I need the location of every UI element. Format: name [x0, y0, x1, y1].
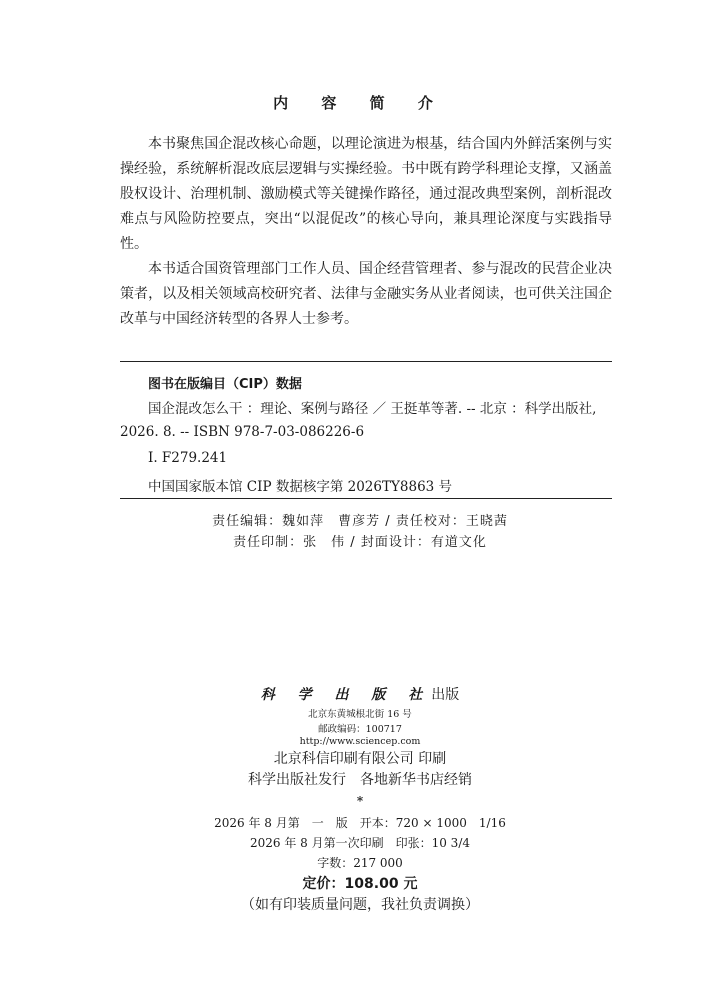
intro-paragraph-1: 本书聚焦国企混改核心命题，以理论演进为根基，结合国内外鲜活案例与实操经验，系统解析混改底层逻辑与实操经验。书中既有跨学科理论支撑，又涵盖股权设计、治理机制、激励模式等关键操作路径，通过混改典型案例，剖析混改难点与风险防控要点，突出“以混促改”的核心导向，兼具理论深度与实践指导性。 — [120, 136, 612, 252]
intro-paragraph-2: 本书适合国资管理部门工作人员、国企经营管理者、参与混改的民营企业决策者，以及相关领域高校研究者、法律与金融实务从业者阅读，也可供关注国企改革与中国经济转型的各界人士参考。 — [120, 261, 612, 327]
distribution-line: 科学出版社发行 各地新华书店经销 — [248, 772, 472, 788]
cip-classification: Ⅰ. F279.241 — [148, 450, 228, 466]
intro-body — [120, 132, 612, 332]
printer-line: 北京科信印刷有限公司 印刷 — [273, 751, 447, 767]
separator-star: * — [356, 794, 364, 808]
cip-bottom-divider — [120, 498, 612, 499]
price: 定价：108.00 元 — [302, 876, 418, 892]
cip-top-divider — [120, 361, 612, 362]
publisher-address: 北京东黄城根北街 16 号 — [308, 709, 412, 720]
publisher-postal-code: 邮政编码：100717 — [318, 724, 402, 735]
publisher-name: 科 学 出 版 社 — [260, 687, 432, 703]
cip-heading: 图书在版编目（CIP）数据 — [148, 377, 302, 392]
word-count: 字数：217 000 — [317, 856, 403, 870]
publisher-line — [0, 684, 720, 704]
publisher-website: http://www.sciencep.com — [299, 736, 421, 747]
printing-line: 2026 年 8 月第一次印刷 印张：10 3/4 — [249, 836, 470, 850]
cip-verification: 中国国家版本馆 CIP 数据核字第 2026TY8863 号 — [148, 479, 453, 495]
cip-record: 国企混改怎么干 ：理论、案例与路径 ／ 王挺革等著. -- 北京 ：科学出版社, 2026. 8. -- ISBN 978-7-03-086226-6 — [120, 401, 597, 440]
publisher-suffix: 出版 — [431, 687, 460, 703]
edition-line: 2026 年 8 月第 一 版 开本：720 × 1000 1/16 — [214, 816, 506, 830]
quality-note: （如有印装质量问题，我社负责调换） — [241, 897, 479, 913]
intro-title: 内 容 简 介 — [273, 94, 447, 112]
editor-credits: 责任编辑：魏如萍 曹彦芳 / 责任校对：王晓茜 — [212, 514, 508, 529]
production-credits: 责任印制：张 伟 / 封面设计：有道文化 — [233, 535, 487, 550]
